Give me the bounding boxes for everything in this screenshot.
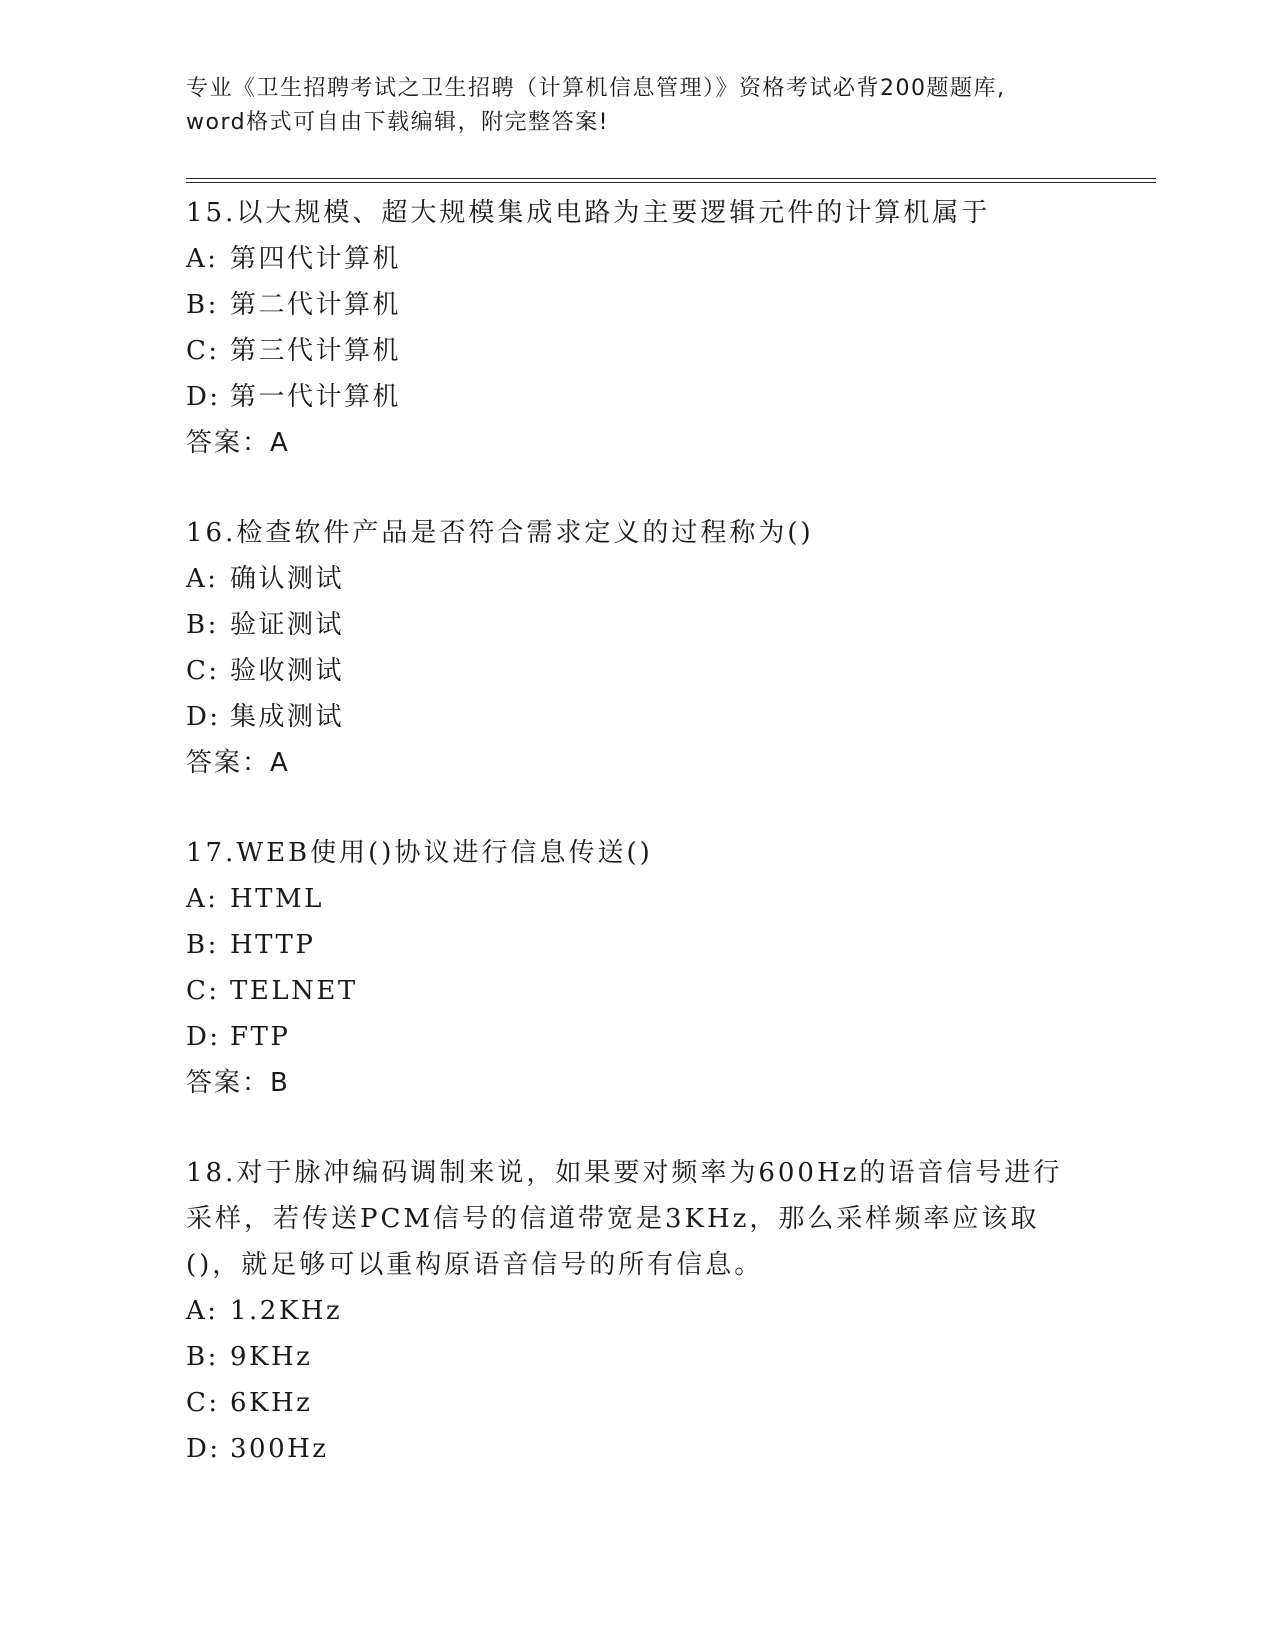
option-a (186, 236, 1086, 282)
option-key: C: (186, 976, 220, 1006)
question-17 (186, 830, 1086, 1106)
option-text: HTML (230, 884, 324, 914)
option-key: D: (186, 1434, 221, 1464)
option-b (186, 922, 1086, 968)
option-text: TELNET (230, 976, 358, 1006)
option-c (186, 648, 1086, 694)
option-text: 第一代计算机 (230, 382, 402, 412)
answer-line: 答案：B (186, 1068, 290, 1098)
option-c (186, 968, 1086, 1014)
option-text: FTP (230, 1022, 291, 1052)
option-key: D: (186, 702, 221, 732)
option-d (186, 1014, 1086, 1060)
question-title: 16.检查软件产品是否符合需求定义的过程称为() (186, 518, 814, 548)
option-text: 确认测试 (230, 564, 345, 594)
option-text: 验证测试 (230, 610, 345, 640)
header-line-1: 专业《卫生招聘考试之卫生招聘（计算机信息管理）》资格考试必背200题题库, (186, 76, 1006, 101)
question-15 (186, 190, 1086, 466)
option-key: A: (186, 884, 219, 914)
option-d (186, 694, 1086, 740)
option-c (186, 328, 1086, 374)
question-18 (186, 1150, 1086, 1472)
header-line-2: word格式可自由下载编辑，附完整答案! (186, 110, 609, 135)
question-title: 17.WEB使用()协议进行信息传送() (186, 838, 653, 868)
option-key: C: (186, 1388, 220, 1418)
question-title: 15.以大规模、超大规模集成电路为主要逻辑元件的计算机属于 (186, 198, 991, 228)
option-key: C: (186, 656, 220, 686)
option-a (186, 876, 1086, 922)
option-b (186, 282, 1086, 328)
option-key: D: (186, 382, 221, 412)
option-d (186, 1426, 1086, 1472)
option-b (186, 1334, 1086, 1380)
double-rule-divider (186, 178, 1156, 183)
option-text: 第三代计算机 (230, 336, 402, 366)
option-a (186, 556, 1086, 602)
option-d (186, 374, 1086, 420)
option-c (186, 1380, 1086, 1426)
question-16 (186, 510, 1086, 786)
answer-line: 答案：A (186, 748, 290, 778)
option-text: 1.2KHz (230, 1296, 343, 1326)
option-text: 集成测试 (230, 702, 345, 732)
option-text: HTTP (230, 930, 316, 960)
option-key: B: (186, 1342, 219, 1372)
option-key: B: (186, 930, 219, 960)
document-header (186, 72, 1086, 140)
option-text: 6KHz (230, 1388, 313, 1418)
question-title: 18.对于脉冲编码调制来说，如果要对频率为600Hz的语音信号进行采样，若传送PCM信号的信道带宽是3KHz，那么采样频率应该取()，就足够可以重构原语音信号的所有信息。 (186, 1158, 1063, 1280)
option-key: A: (186, 244, 219, 274)
option-key: C: (186, 336, 220, 366)
option-text: 300Hz (230, 1434, 329, 1464)
option-text: 第二代计算机 (230, 290, 402, 320)
option-key: A: (186, 1296, 219, 1326)
option-a (186, 1288, 1086, 1334)
option-text: 验收测试 (230, 656, 345, 686)
option-key: B: (186, 290, 219, 320)
option-key: B: (186, 610, 219, 640)
answer-line: 答案：A (186, 428, 290, 458)
option-key: A: (186, 564, 219, 594)
option-text: 第四代计算机 (230, 244, 402, 274)
option-key: D: (186, 1022, 221, 1052)
question-list (186, 190, 1086, 1516)
option-text: 9KHz (230, 1342, 313, 1372)
option-b (186, 602, 1086, 648)
